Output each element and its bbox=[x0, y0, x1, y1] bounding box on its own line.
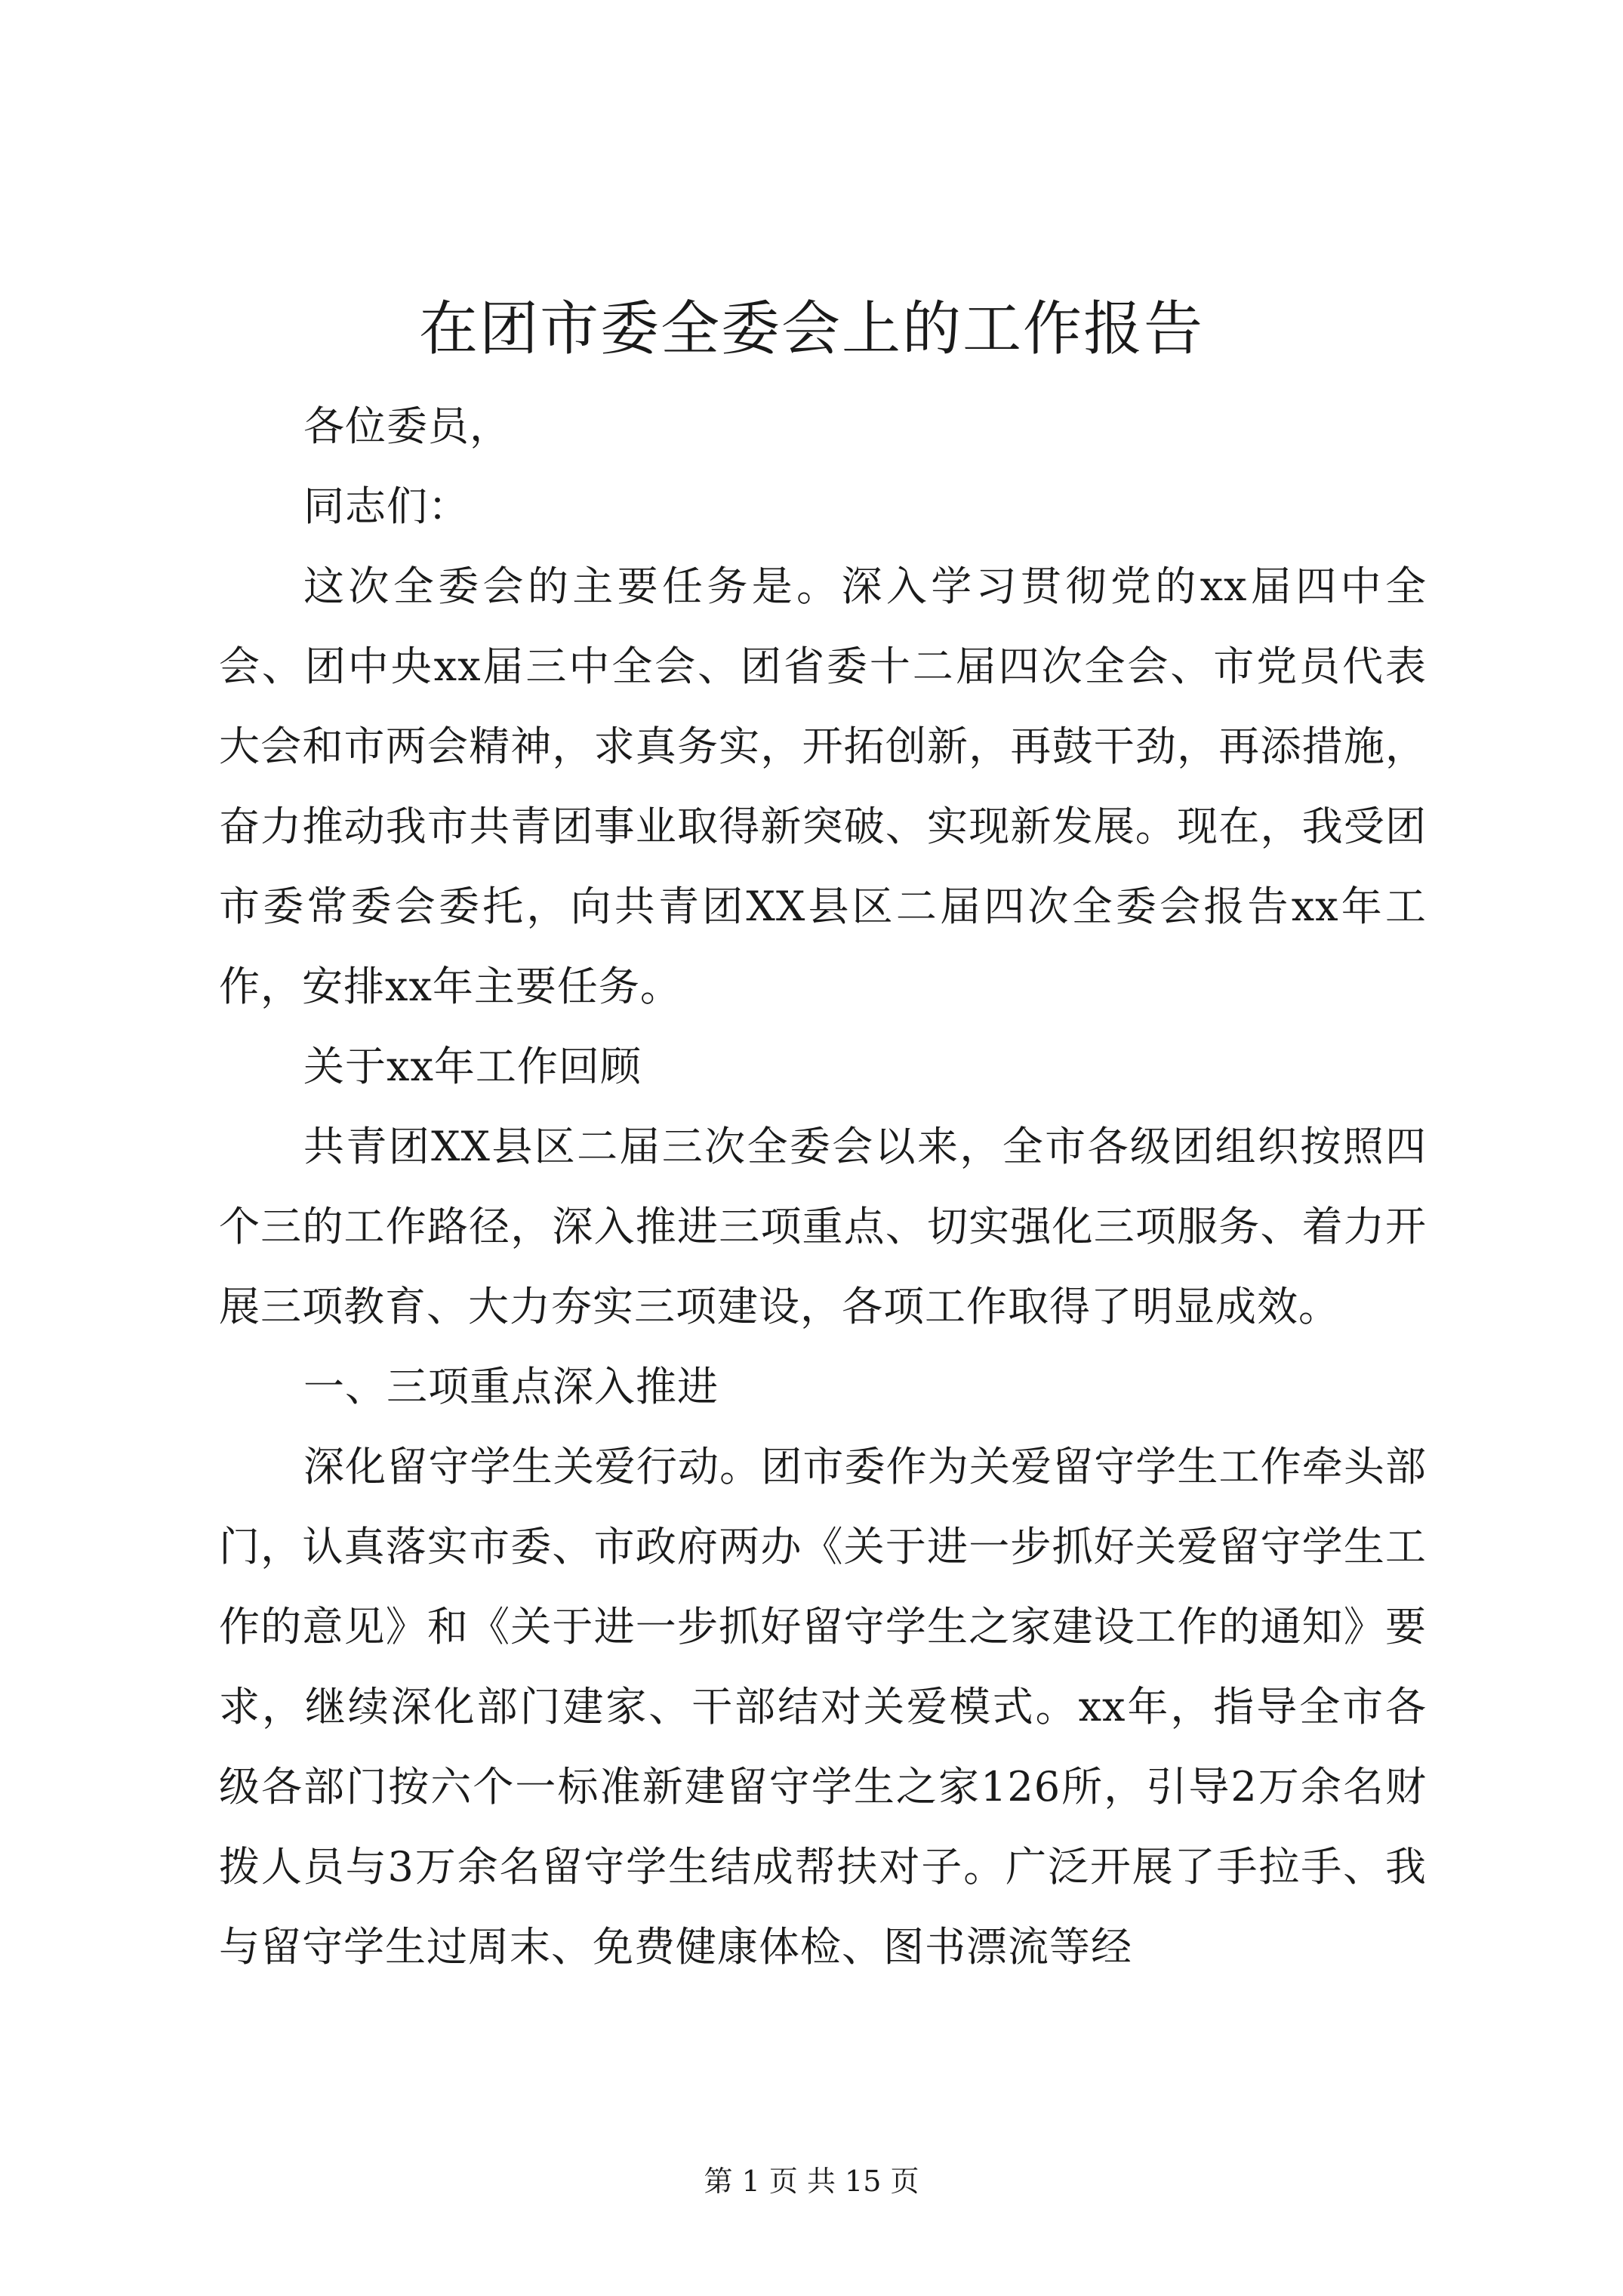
section-heading-review: 关于xx年工作回顾 bbox=[303, 1043, 642, 1090]
paragraph-summary: 共青团XX县区二届三次全委会以来，全市各级团组织按照四个三的工作路径，深入推进三项重点、切实强化三项服务、着力开展三项教育、大力夯实三项建设，各项工作取得了明显成效。 bbox=[219, 1123, 1427, 1330]
section-heading-one: 一、三项重点深入推进 bbox=[303, 1363, 719, 1410]
paragraph-intro: 这次全委会的主要任务是。深入学习贯彻党的xx届四中全会、团中央xx届三中全会、团省委十二届四次全会、市党员代表大会和市两会精神，求真务实，开拓创新，再鼓干劲，再添措施，奋力推动我市共青团事业取得新突破、实现新发展。现在，我受团市委常委会委托，向共青团XX县区二届四次全委会报告xx年工作，安排xx年主要任务。 bbox=[219, 562, 1427, 1010]
document-body bbox=[219, 387, 1427, 1987]
document-title: 在团市委全委会上的工作报告 bbox=[418, 295, 1204, 363]
page-footer: 第 1 页 共 15 页 bbox=[704, 2165, 919, 2198]
paragraph-salutation-1: 各位委员， bbox=[303, 402, 511, 450]
paragraph-left-behind-students: 深化留守学生关爱行动。团市委作为关爱留守学生工作牵头部门，认真落实市委、市政府两办《关于进一步抓好关爱留守学生工作的意见》和《关于进一步抓好留守学生之家建设工作的通知》要求，继续深化部门建家、干部结对关爱模式。xx年，指导全市各级各部门按六个一标准新建留守学生之家126所，引导2万余名财拨人员与3万余名留守学生结成帮扶对子。广泛开展了手拉手、我与留守学生过周末、免费健康体检、图书漂流等经 bbox=[219, 1443, 1427, 1971]
paragraph-salutation-2: 同志们： bbox=[303, 482, 470, 530]
